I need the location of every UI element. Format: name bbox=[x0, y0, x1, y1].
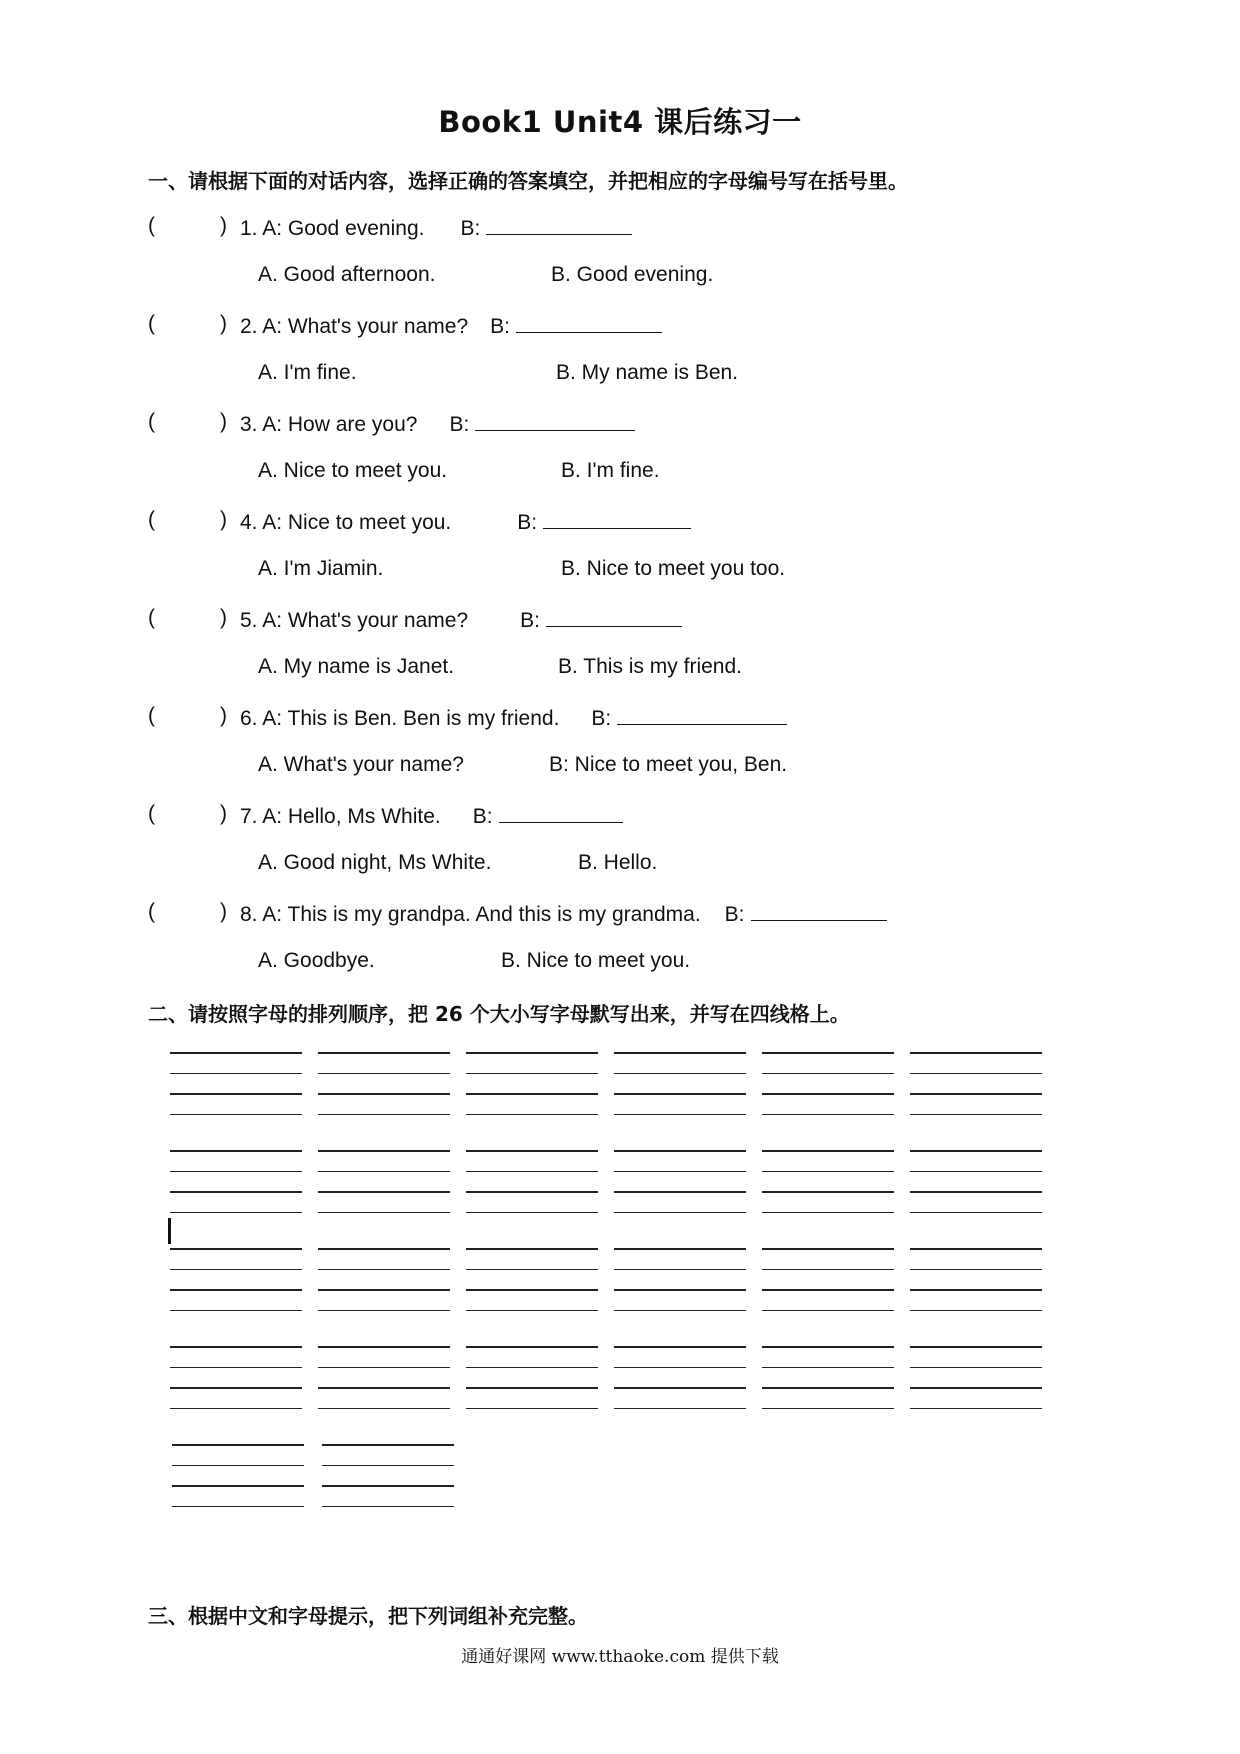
option-b: B. Nice to meet you too. bbox=[561, 557, 786, 580]
grid-line bbox=[318, 1150, 450, 1152]
grid-line bbox=[910, 1073, 1042, 1074]
option-b: B. Good evening. bbox=[551, 263, 714, 286]
grid-line bbox=[614, 1367, 746, 1368]
grid-line bbox=[318, 1171, 450, 1172]
option-b: B. My name is Ben. bbox=[556, 361, 739, 384]
grid-line bbox=[322, 1506, 454, 1507]
grid-line bbox=[322, 1485, 454, 1487]
grid-line bbox=[614, 1171, 746, 1172]
option-b: B. I'm fine. bbox=[561, 459, 660, 482]
grid-line bbox=[170, 1248, 302, 1250]
grid-line bbox=[762, 1387, 894, 1389]
grid-line bbox=[614, 1346, 746, 1348]
grid-line bbox=[762, 1093, 894, 1095]
grid-line bbox=[910, 1171, 1042, 1172]
question-text: 5. A: What's your name? bbox=[240, 609, 469, 632]
grid-line bbox=[614, 1269, 746, 1270]
grid-line bbox=[170, 1310, 302, 1311]
grid-line bbox=[172, 1485, 304, 1487]
grid-line bbox=[762, 1269, 894, 1270]
text-cursor-mark bbox=[168, 1218, 171, 1244]
grid-line bbox=[322, 1465, 454, 1466]
answer-paren-close: ) bbox=[220, 508, 227, 531]
option-b: B. Hello. bbox=[578, 851, 658, 874]
grid-line bbox=[466, 1093, 598, 1095]
question-text: 7. A: Hello, Ms White. bbox=[240, 805, 441, 828]
question-text: 6. A: This is Ben. Ben is my friend. bbox=[240, 707, 560, 730]
four-line-grid[interactable] bbox=[318, 1248, 450, 1310]
answer-paren-close: ) bbox=[220, 802, 227, 825]
grid-line bbox=[762, 1052, 894, 1054]
grid-line bbox=[318, 1114, 450, 1115]
option-b: B. This is my friend. bbox=[558, 655, 742, 678]
grid-line bbox=[614, 1114, 746, 1115]
grid-line bbox=[466, 1114, 598, 1115]
grid-line bbox=[910, 1269, 1042, 1270]
b-label: B: bbox=[460, 217, 481, 240]
b-label: B: bbox=[591, 707, 612, 730]
grid-line bbox=[318, 1367, 450, 1368]
grid-line bbox=[910, 1310, 1042, 1311]
grid-line bbox=[318, 1387, 450, 1389]
four-line-grid[interactable] bbox=[170, 1150, 302, 1212]
b-label: B: bbox=[724, 903, 745, 926]
grid-line bbox=[170, 1387, 302, 1389]
grid-line bbox=[614, 1150, 746, 1152]
question-text: 3. A: How are you? bbox=[240, 413, 418, 436]
b-label: B: bbox=[449, 413, 470, 436]
grid-line bbox=[614, 1248, 746, 1250]
grid-line bbox=[762, 1408, 894, 1409]
grid-line bbox=[910, 1150, 1042, 1152]
answer-paren-close: ) bbox=[220, 214, 227, 237]
grid-line bbox=[614, 1387, 746, 1389]
grid-line bbox=[466, 1346, 598, 1348]
answer-paren-close: ) bbox=[220, 704, 227, 727]
answer-paren-close: ) bbox=[220, 606, 227, 629]
grid-line bbox=[910, 1408, 1042, 1409]
option-a: A. My name is Janet. bbox=[258, 655, 455, 678]
grid-line bbox=[614, 1093, 746, 1095]
grid-line bbox=[322, 1444, 454, 1446]
four-line-grid[interactable] bbox=[466, 1248, 598, 1310]
four-line-grid[interactable] bbox=[466, 1150, 598, 1212]
grid-line bbox=[466, 1171, 598, 1172]
grid-line bbox=[170, 1191, 302, 1193]
answer-paren-close: ) bbox=[220, 410, 227, 433]
grid-line bbox=[466, 1269, 598, 1270]
four-line-grid[interactable] bbox=[318, 1052, 450, 1114]
four-line-grid[interactable] bbox=[910, 1150, 1042, 1212]
grid-line bbox=[318, 1346, 450, 1348]
grid-line bbox=[318, 1310, 450, 1311]
answer-paren-open: ( bbox=[148, 802, 155, 825]
page-title: Book1 Unit4 课后练习一 bbox=[438, 105, 802, 139]
grid-line bbox=[614, 1289, 746, 1291]
b-label: B: bbox=[490, 315, 510, 338]
grid-line bbox=[318, 1269, 450, 1270]
grid-line bbox=[614, 1073, 746, 1074]
grid-line bbox=[170, 1212, 302, 1213]
grid-line bbox=[172, 1444, 304, 1446]
grid-line bbox=[762, 1212, 894, 1213]
grid-line bbox=[318, 1408, 450, 1409]
grid-line bbox=[762, 1310, 894, 1311]
grid-line bbox=[910, 1367, 1042, 1368]
four-line-grid[interactable] bbox=[614, 1248, 746, 1310]
grid-line bbox=[466, 1289, 598, 1291]
grid-line bbox=[762, 1346, 894, 1348]
grid-line bbox=[762, 1150, 894, 1152]
grid-line bbox=[762, 1114, 894, 1115]
grid-line bbox=[170, 1367, 302, 1368]
b-label: B: bbox=[517, 511, 538, 534]
grid-line bbox=[762, 1367, 894, 1368]
grid-line bbox=[762, 1248, 894, 1250]
question-text: 4. A: Nice to meet you. bbox=[240, 511, 452, 534]
four-line-grid[interactable] bbox=[318, 1150, 450, 1212]
section-2-heading: 二、请按照字母的排列顺序，把 26 个大小写字母默写出来，并写在四线格上。 bbox=[148, 1002, 850, 1026]
grid-line bbox=[172, 1506, 304, 1507]
answer-paren-open: ( bbox=[148, 410, 155, 433]
four-line-grid[interactable] bbox=[762, 1150, 894, 1212]
answer-paren-open: ( bbox=[148, 606, 155, 629]
four-line-grid[interactable] bbox=[172, 1444, 304, 1506]
grid-line bbox=[318, 1248, 450, 1250]
grid-line bbox=[170, 1093, 302, 1095]
option-a: A. Good night, Ms White. bbox=[258, 851, 492, 874]
b-label: B: bbox=[472, 805, 493, 828]
grid-line bbox=[910, 1052, 1042, 1054]
four-line-grid[interactable] bbox=[614, 1346, 746, 1408]
grid-line bbox=[614, 1310, 746, 1311]
grid-line bbox=[466, 1310, 598, 1311]
answer-paren-open: ( bbox=[148, 508, 155, 531]
option-a: A. Goodbye. bbox=[258, 949, 375, 972]
question-text: 1. A: Good evening. bbox=[240, 217, 425, 240]
grid-line bbox=[170, 1269, 302, 1270]
grid-line bbox=[318, 1093, 450, 1095]
grid-line bbox=[466, 1052, 598, 1054]
grid-line bbox=[170, 1171, 302, 1172]
grid-line bbox=[466, 1387, 598, 1389]
grid-line bbox=[910, 1289, 1042, 1291]
answer-paren-open: ( bbox=[148, 900, 155, 923]
grid-line bbox=[170, 1052, 302, 1054]
grid-line bbox=[170, 1073, 302, 1074]
four-line-grid[interactable] bbox=[762, 1248, 894, 1310]
grid-line bbox=[910, 1093, 1042, 1095]
grid-line bbox=[466, 1248, 598, 1250]
four-line-grid[interactable] bbox=[466, 1346, 598, 1408]
four-line-grid[interactable] bbox=[170, 1346, 302, 1408]
grid-line bbox=[614, 1191, 746, 1193]
four-line-grid[interactable] bbox=[762, 1052, 894, 1114]
grid-line bbox=[614, 1408, 746, 1409]
answer-paren-close: ) bbox=[220, 900, 227, 923]
four-line-grid[interactable] bbox=[170, 1248, 302, 1310]
grid-line bbox=[910, 1387, 1042, 1389]
grid-line bbox=[318, 1289, 450, 1291]
grid-line bbox=[910, 1191, 1042, 1193]
four-line-grid[interactable] bbox=[614, 1150, 746, 1212]
answer-paren-open: ( bbox=[148, 214, 155, 237]
grid-line bbox=[762, 1171, 894, 1172]
option-a: A. Good afternoon. bbox=[258, 263, 436, 286]
four-line-grid[interactable] bbox=[318, 1346, 450, 1408]
option-a: A. I'm fine. bbox=[258, 361, 357, 384]
answer-paren-open: ( bbox=[148, 704, 155, 727]
four-line-grid[interactable] bbox=[322, 1444, 454, 1506]
grid-line bbox=[466, 1191, 598, 1193]
four-line-grid[interactable] bbox=[762, 1346, 894, 1408]
four-line-grid[interactable] bbox=[466, 1052, 598, 1114]
grid-line bbox=[614, 1052, 746, 1054]
answer-paren-open: ( bbox=[148, 312, 155, 335]
grid-line bbox=[466, 1212, 598, 1213]
option-a: A. Nice to meet you. bbox=[258, 459, 448, 482]
grid-line bbox=[614, 1212, 746, 1213]
grid-line bbox=[318, 1052, 450, 1054]
four-line-grid[interactable] bbox=[614, 1052, 746, 1114]
question-text: 8. A: This is my grandpa. And this is my grandma. bbox=[240, 903, 701, 926]
grid-line bbox=[910, 1114, 1042, 1115]
four-line-grid[interactable] bbox=[910, 1248, 1042, 1310]
answer-paren-close: ) bbox=[220, 312, 227, 335]
grid-line bbox=[318, 1191, 450, 1193]
grid-line bbox=[318, 1073, 450, 1074]
section-1-heading: 一、请根据下面的对话内容，选择正确的答案填空，并把相应的字母编号写在括号里。 bbox=[148, 169, 908, 193]
grid-line bbox=[762, 1073, 894, 1074]
grid-line bbox=[318, 1212, 450, 1213]
grid-line bbox=[170, 1150, 302, 1152]
grid-line bbox=[466, 1367, 598, 1368]
grid-line bbox=[172, 1465, 304, 1466]
grid-line bbox=[910, 1346, 1042, 1348]
b-label: B: bbox=[520, 609, 540, 632]
grid-line bbox=[910, 1212, 1042, 1213]
four-line-grid[interactable] bbox=[910, 1052, 1042, 1114]
grid-line bbox=[466, 1150, 598, 1152]
question-text: 2. A: What's your name? bbox=[240, 315, 469, 338]
grid-line bbox=[762, 1289, 894, 1291]
grid-line bbox=[762, 1191, 894, 1193]
four-line-grid[interactable] bbox=[910, 1346, 1042, 1408]
footer-credit: 通通好课网 www.tthaoke.com 提供下载 bbox=[461, 1647, 779, 1667]
option-b: B: Nice to meet you, Ben. bbox=[549, 753, 788, 776]
grid-line bbox=[170, 1408, 302, 1409]
option-a: A. What's your name? bbox=[258, 753, 464, 776]
option-a: A. I'm Jiamin. bbox=[258, 557, 384, 580]
grid-line bbox=[170, 1289, 302, 1291]
grid-line bbox=[910, 1248, 1042, 1250]
grid-line bbox=[170, 1114, 302, 1115]
grid-line bbox=[466, 1408, 598, 1409]
section-3-heading: 三、根据中文和字母提示，把下列词组补充完整。 bbox=[148, 1604, 588, 1628]
four-line-grid[interactable] bbox=[170, 1052, 302, 1114]
grid-line bbox=[170, 1346, 302, 1348]
option-b: B. Nice to meet you. bbox=[501, 949, 691, 972]
grid-line bbox=[466, 1073, 598, 1074]
